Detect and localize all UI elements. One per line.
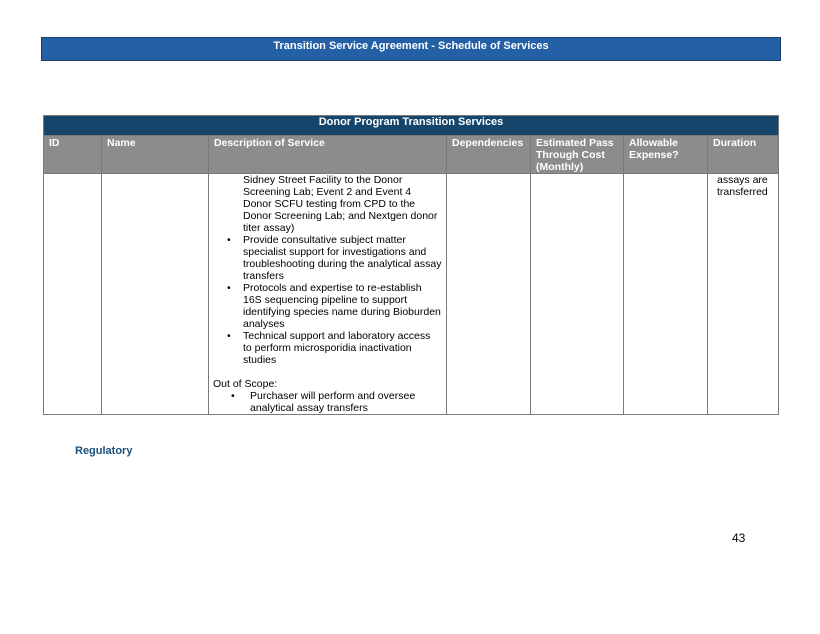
bullet-icon: •	[227, 282, 231, 294]
list-item	[213, 390, 442, 414]
services-table	[43, 115, 779, 415]
cell-id	[44, 174, 102, 415]
bullet-icon: •	[227, 330, 231, 342]
column-header-name: Name	[102, 136, 209, 174]
cell-duration: assays are transferred	[708, 174, 779, 415]
list-item	[213, 330, 442, 366]
cell-description	[209, 174, 447, 415]
column-header-cost: Estimated Pass Through Cost (Monthly)	[531, 136, 624, 174]
service-bullet-list	[213, 234, 442, 366]
bullet-text: Technical support and laboratory access to perform microsporidia inactivation studies	[243, 330, 431, 366]
list-item	[213, 282, 442, 330]
list-item	[213, 234, 442, 282]
out-of-scope-list	[213, 390, 442, 414]
cell-name	[102, 174, 209, 415]
page-number: 43	[732, 531, 746, 545]
table-title: Donor Program Transition Services	[44, 116, 779, 136]
out-of-scope-label: Out of Scope:	[213, 378, 278, 390]
page-header: Transition Service Agreement - Schedule of Services	[41, 37, 781, 61]
cell-dependencies	[447, 174, 531, 415]
cell-expense	[624, 174, 708, 415]
column-header-dependencies: Dependencies	[447, 136, 531, 174]
description-continuation: Sidney Street Facility to the Donor Screening Lab; Event 2 and Event 4 Donor SCFU testing from CPD to the Donor Screening Lab; and Nextgen donor titer assay)	[243, 174, 438, 234]
bullet-icon: •	[227, 234, 231, 246]
section-heading: Regulatory	[75, 445, 133, 457]
bullet-text: Protocols and expertise to re-establish 16S sequencing pipeline to support identifying species name during Bioburden analyses	[243, 282, 441, 330]
column-header-description: Description of Service	[209, 136, 447, 174]
column-header-expense: Allowable Expense?	[624, 136, 708, 174]
table-title-row	[44, 116, 779, 136]
bullet-text: Purchaser will perform and oversee analytical assay transfers	[250, 390, 416, 414]
table-header-row	[44, 136, 779, 174]
cell-cost	[531, 174, 624, 415]
table-row	[44, 174, 779, 415]
bullet-icon: •	[231, 390, 235, 402]
bullet-text: Provide consultative subject matter specialist support for investigations and troubleshooting during the analytical assay transfers	[243, 234, 442, 282]
column-header-duration: Duration	[708, 136, 779, 174]
column-header-id: ID	[44, 136, 102, 174]
